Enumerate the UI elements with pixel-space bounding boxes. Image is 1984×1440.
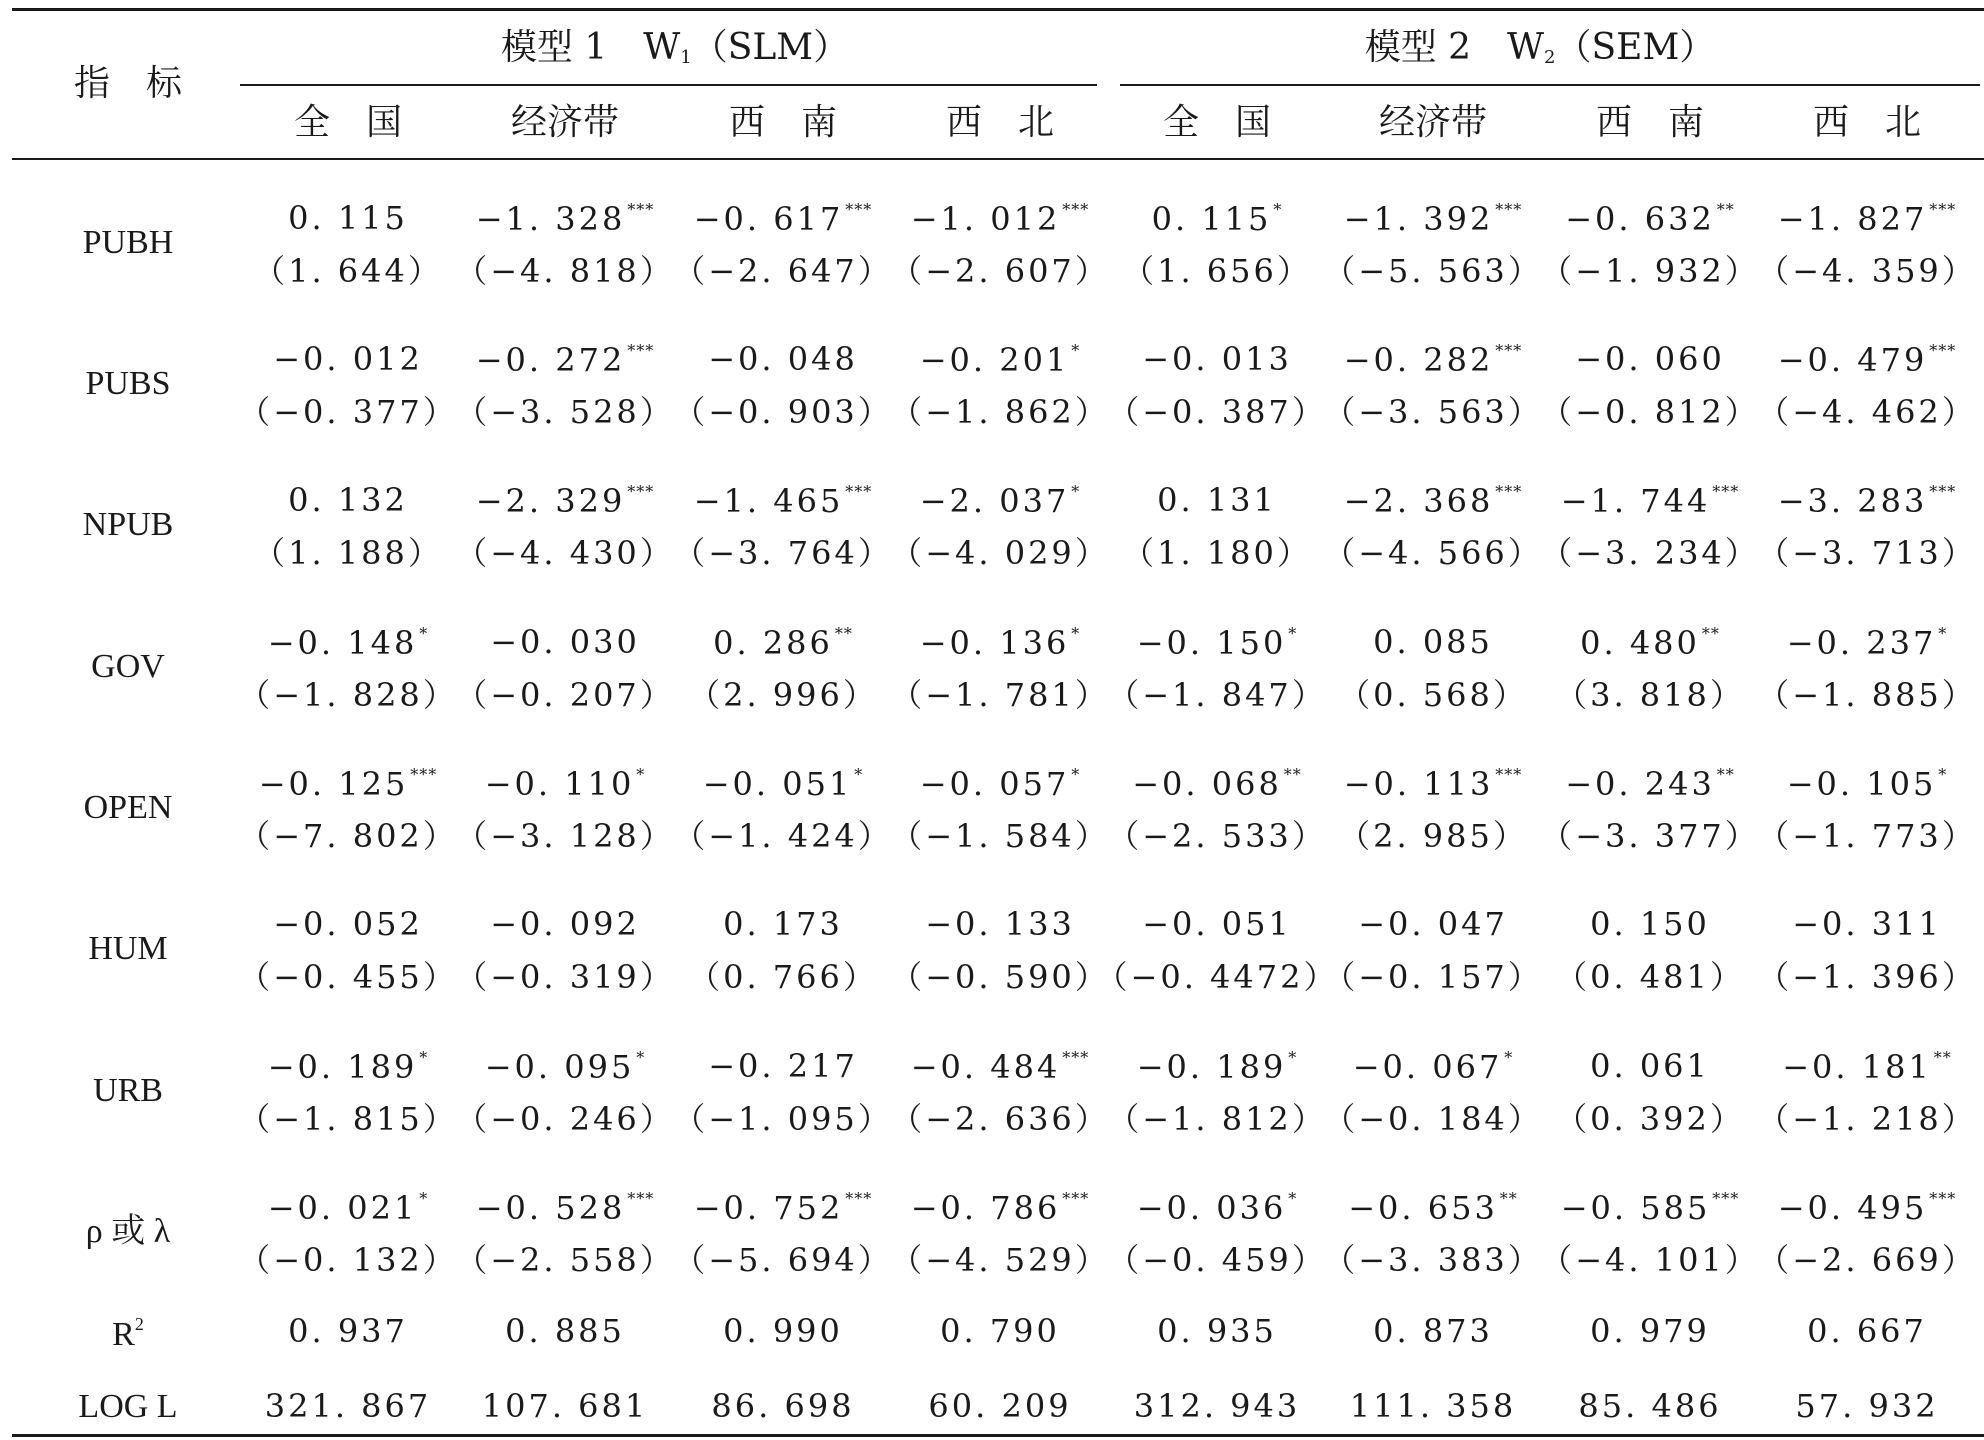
coefficient-cell: [708, 1047, 858, 1085]
coefficient-cell: [1560, 1189, 1740, 1227]
t-statistic-cell: （−1. 932）: [1540, 252, 1760, 290]
t-statistic-cell: （−0. 590）: [890, 958, 1110, 996]
coefficient-value: −0. 479: [1777, 341, 1928, 379]
t-statistic-cell: （−1. 218）: [1757, 1100, 1977, 1138]
significance-stars: **: [1716, 765, 1735, 784]
coefficient-cell: [925, 905, 1075, 943]
t-statistic-cell: （−0. 207）: [455, 676, 675, 714]
t-statistic-cell: （1. 644）: [253, 252, 443, 290]
coefficient-cell: [1136, 1048, 1298, 1086]
coefficient-value: −0. 057: [919, 765, 1070, 803]
t-statistic-cell: （−1. 828）: [238, 676, 458, 714]
t-statistic-cell: （−7. 802）: [238, 817, 458, 855]
row-label: PUBH: [82, 224, 174, 261]
significance-stars: *: [1071, 765, 1081, 784]
column-header: 西 南: [728, 102, 838, 143]
significance-stars: ***: [1929, 1189, 1957, 1208]
significance-stars: *: [419, 1189, 429, 1208]
coefficient-cell: [1777, 1189, 1957, 1227]
group-header-model2: [1364, 27, 1716, 68]
significance-stars: *: [1938, 624, 1948, 643]
coefficient-value: −0. 013: [1142, 340, 1292, 378]
significance-stars: *: [419, 624, 429, 643]
coefficient-cell: [708, 340, 858, 378]
coefficient-value: −0. 125: [258, 765, 409, 803]
t-statistic-cell: （−5. 694）: [673, 1241, 893, 1279]
coefficient-value: −0. 068: [1132, 765, 1282, 803]
t-statistic-cell: （−0. 387）: [1107, 393, 1327, 431]
t-statistic-cell: （−4. 818）: [455, 252, 675, 290]
t-statistic-cell: （−1. 885）: [1757, 676, 1977, 714]
coefficient-cell: [1580, 624, 1720, 662]
coefficient-value: 0. 132: [288, 481, 408, 519]
coefficient-value: −0. 653: [1348, 1189, 1498, 1227]
coefficient-value: −0. 237: [1786, 624, 1937, 662]
group-suffix: （SEM）: [1555, 27, 1716, 68]
t-statistic-cell: （−0. 812）: [1540, 393, 1760, 431]
t-statistic-cell: （2. 985）: [1338, 817, 1528, 855]
significance-stars: ***: [1712, 482, 1740, 501]
coefficient-value: −0. 110: [484, 765, 635, 803]
t-statistic-cell: （−3. 713）: [1757, 534, 1977, 572]
t-statistic-cell: （−4. 359）: [1757, 252, 1977, 290]
coefficient-cell: [267, 624, 429, 662]
coefficient-cell: [273, 340, 423, 378]
t-statistic-cell: （−2. 647）: [673, 252, 893, 290]
header-rule: [12, 158, 1984, 160]
coefficient-cell: [1136, 1189, 1298, 1227]
column-header: 西 南: [1595, 102, 1705, 143]
t-statistic-cell: （0. 568）: [1338, 676, 1528, 714]
coefficient-value: −0. 495: [1777, 1189, 1928, 1227]
t-statistic-cell: （−0. 4472）: [1095, 958, 1339, 996]
coefficient-value: −0. 113: [1343, 765, 1494, 803]
significance-stars: *: [1504, 1048, 1514, 1067]
logl-value: 111. 358: [1349, 1387, 1517, 1425]
coefficient-cell: [919, 624, 1081, 662]
coefficient-cell: [267, 1189, 429, 1227]
coefficient-cell: [910, 200, 1090, 238]
t-statistic-cell: （−2. 558）: [455, 1241, 675, 1279]
t-statistic-cell: （0. 481）: [1555, 958, 1745, 996]
coefficient-value: −0. 047: [1358, 905, 1508, 943]
t-statistic-cell: （−3. 377）: [1540, 817, 1760, 855]
significance-stars: **: [1933, 1048, 1952, 1067]
t-statistic-cell: （−3. 383）: [1323, 1241, 1543, 1279]
coefficient-cell: [1157, 481, 1277, 519]
coefficient-value: −0. 282: [1343, 341, 1494, 379]
t-statistic-cell: （−0. 903）: [673, 393, 893, 431]
coefficient-value: 0. 115: [288, 199, 408, 237]
coefficient-cell: [1777, 482, 1957, 520]
significance-stars: **: [1716, 200, 1735, 219]
significance-stars: ***: [1495, 482, 1523, 501]
coefficient-cell: [1373, 623, 1493, 661]
significance-stars: *: [1938, 765, 1948, 784]
coefficient-value: 0. 173: [723, 905, 843, 943]
column-header: 经济带: [1378, 102, 1488, 143]
coefficient-value: −0. 021: [267, 1189, 418, 1227]
coefficient-value: −0. 067: [1352, 1048, 1503, 1086]
coefficient-value: −0. 189: [267, 1048, 418, 1086]
coefficient-cell: [475, 1189, 655, 1227]
r2-value: 0. 937: [288, 1312, 408, 1350]
coefficient-cell: [693, 482, 873, 520]
column-header: 西 北: [945, 102, 1055, 143]
row-label: HUM: [88, 930, 168, 967]
logl-value: 86. 698: [711, 1387, 855, 1425]
coefficient-value: 0. 115: [1151, 200, 1272, 238]
t-statistic-cell: （−2. 607）: [890, 252, 1110, 290]
significance-stars: ***: [1495, 341, 1523, 360]
t-statistic-cell: （−1. 584）: [890, 817, 1110, 855]
t-statistic-cell: （−2. 636）: [890, 1100, 1110, 1138]
coefficient-cell: [723, 905, 843, 943]
coefficient-cell: [1786, 765, 1948, 803]
coefficient-cell: [475, 482, 655, 520]
significance-stars: ***: [627, 200, 655, 219]
coefficient-value: −0. 752: [693, 1189, 844, 1227]
coefficient-value: 0. 480: [1580, 624, 1700, 662]
coefficient-value: −0. 048: [708, 340, 858, 378]
significance-stars: ***: [1929, 200, 1957, 219]
significance-stars: *: [1273, 200, 1283, 219]
significance-stars: *: [1071, 341, 1081, 360]
coefficient-value: −0. 243: [1565, 765, 1715, 803]
t-statistic-cell: （−0. 246）: [455, 1100, 675, 1138]
coefficient-cell: [475, 200, 655, 238]
coefficient-value: 0. 085: [1373, 623, 1493, 661]
coefficient-value: 0. 061: [1590, 1047, 1710, 1085]
column-header: 经济带: [510, 102, 620, 143]
significance-stars: *: [419, 1048, 429, 1067]
significance-stars: ***: [845, 482, 873, 501]
coefficient-cell: [919, 482, 1081, 520]
t-statistic-cell: （−3. 764）: [673, 534, 893, 572]
t-statistic-cell: （1. 188）: [253, 534, 443, 572]
coefficient-cell: [267, 1048, 429, 1086]
r2-value: 0. 873: [1373, 1312, 1493, 1350]
coefficient-cell: [919, 765, 1081, 803]
t-statistic-cell: （−0. 319）: [455, 958, 675, 996]
r2-superscript: 2: [134, 1314, 144, 1334]
coefficient-value: −0. 133: [925, 905, 1075, 943]
coefficient-value: −0. 030: [490, 623, 640, 661]
logl-value: 57. 932: [1795, 1387, 1939, 1425]
top-rule: [12, 8, 1984, 11]
coefficient-value: −0. 105: [1786, 765, 1937, 803]
coefficient-value: −0. 092: [490, 905, 640, 943]
coefficient-value: −2. 368: [1343, 482, 1494, 520]
significance-stars: *: [636, 765, 646, 784]
significance-stars: *: [636, 1048, 646, 1067]
coefficient-value: −1. 744: [1560, 482, 1711, 520]
t-statistic-cell: （−4. 529）: [890, 1241, 1110, 1279]
coefficient-value: −3. 283: [1777, 482, 1928, 520]
significance-stars: ***: [845, 200, 873, 219]
t-statistic-cell: （3. 818）: [1555, 676, 1745, 714]
t-statistic-cell: （−2. 669）: [1757, 1241, 1977, 1279]
coefficient-value: −0. 201: [919, 341, 1070, 379]
coefficient-cell: [1136, 624, 1298, 662]
t-statistic-cell: （0. 766）: [688, 958, 878, 996]
significance-stars: *: [1288, 1048, 1298, 1067]
coefficient-value: −0. 148: [267, 624, 418, 662]
t-statistic-cell: （−3. 528）: [455, 393, 675, 431]
coefficient-cell: [919, 341, 1081, 379]
coefficient-cell: [693, 200, 873, 238]
significance-stars: **: [1701, 624, 1720, 643]
coefficient-value: −2. 329: [475, 482, 626, 520]
coefficient-cell: [490, 905, 640, 943]
coefficient-cell: [702, 765, 864, 803]
coefficient-value: −0. 189: [1136, 1048, 1287, 1086]
coefficient-value: −0. 150: [1136, 624, 1287, 662]
significance-stars: ***: [1062, 200, 1090, 219]
coefficient-cell: [1792, 905, 1942, 943]
t-statistic-cell: （2. 996）: [688, 676, 878, 714]
coefficient-cell: [693, 1189, 873, 1227]
t-statistic-cell: （0. 392）: [1555, 1100, 1745, 1138]
coefficient-value: −1. 827: [1777, 200, 1928, 238]
coefficient-cell: [484, 1048, 646, 1086]
t-statistic-cell: （−1. 396）: [1757, 958, 1977, 996]
row-label: PUBS: [85, 365, 171, 402]
coefficient-cell: [1343, 341, 1523, 379]
t-statistic-cell: （−1. 847）: [1107, 676, 1327, 714]
logl-value: 312. 943: [1133, 1387, 1301, 1425]
t-statistic-cell: （−5. 563）: [1323, 252, 1543, 290]
coefficient-value: 0. 150: [1590, 905, 1710, 943]
coefficient-value: −1. 392: [1343, 200, 1494, 238]
row-label: GOV: [91, 648, 165, 685]
coefficient-value: −0. 136: [919, 624, 1070, 662]
significance-stars: **: [834, 624, 853, 643]
coefficient-cell: [1343, 200, 1523, 238]
r2-value: 0. 990: [723, 1312, 843, 1350]
row-label: URB: [93, 1072, 163, 1109]
coefficient-value: −0. 311: [1792, 905, 1942, 943]
coefficient-value: −0. 528: [475, 1189, 626, 1227]
coefficient-cell: [484, 765, 646, 803]
row-label: OPEN: [83, 789, 173, 826]
significance-stars: *: [1288, 624, 1298, 643]
coefficient-value: −0. 217: [708, 1047, 858, 1085]
t-statistic-cell: （−4. 430）: [455, 534, 675, 572]
coefficient-cell: [910, 1189, 1090, 1227]
coefficient-cell: [1348, 1189, 1518, 1227]
significance-stars: ***: [1929, 482, 1957, 501]
coefficient-cell: [273, 905, 423, 943]
t-statistic-cell: （−4. 566）: [1323, 534, 1543, 572]
coefficient-value: 0. 286: [713, 624, 833, 662]
significance-stars: ***: [1495, 200, 1523, 219]
significance-stars: ***: [1495, 765, 1523, 784]
r2-label-text: R: [112, 1316, 135, 1353]
significance-stars: ***: [1062, 1048, 1090, 1067]
significance-stars: ***: [1929, 341, 1957, 360]
logl-value: 60. 209: [928, 1387, 1072, 1425]
t-statistic-cell: （−4. 101）: [1540, 1241, 1760, 1279]
coefficient-cell: [1575, 340, 1725, 378]
r2-value: 0. 885: [505, 1312, 625, 1350]
significance-stars: ***: [845, 1189, 873, 1208]
t-statistic-cell: （−4. 029）: [890, 534, 1110, 572]
coefficient-value: −0. 786: [910, 1189, 1061, 1227]
coefficient-cell: [1142, 340, 1292, 378]
column-header: 全 国: [293, 102, 403, 143]
t-statistic-cell: （−0. 455）: [238, 958, 458, 996]
coefficient-cell: [490, 623, 640, 661]
coefficient-cell: [1590, 905, 1710, 943]
significance-stars: *: [1071, 482, 1081, 501]
coefficient-value: −1. 012: [910, 200, 1061, 238]
significance-stars: *: [1071, 624, 1081, 643]
coefficient-value: −0. 617: [693, 200, 844, 238]
coefficient-cell: [1786, 624, 1948, 662]
coefficient-value: −0. 484: [910, 1048, 1061, 1086]
logl-label: LOG L: [78, 1388, 178, 1425]
coefficient-cell: [288, 481, 408, 519]
t-statistic-cell: （−0. 377）: [238, 393, 458, 431]
coefficient-cell: [288, 199, 408, 237]
r2-value: 0. 979: [1590, 1312, 1710, 1350]
t-statistic-cell: （−3. 563）: [1323, 393, 1543, 431]
significance-stars: **: [1283, 765, 1302, 784]
t-statistic-cell: （−4. 462）: [1757, 393, 1977, 431]
coefficient-cell: [1565, 765, 1735, 803]
coefficient-value: −1. 465: [693, 482, 844, 520]
column-header: 全 国: [1162, 102, 1272, 143]
coefficient-cell: [1560, 482, 1740, 520]
group-rule-model2: [1120, 84, 1980, 86]
coefficient-value: −0. 012: [273, 340, 423, 378]
t-statistic-cell: （−0. 157）: [1323, 958, 1543, 996]
coefficient-cell: [1343, 482, 1523, 520]
t-statistic-cell: （−1. 812）: [1107, 1100, 1327, 1138]
coefficient-value: −2. 037: [919, 482, 1070, 520]
r2-label: [112, 1315, 144, 1352]
coefficient-cell: [1777, 200, 1957, 238]
group-rule-model1: [240, 84, 1097, 86]
significance-stars: *: [1288, 1189, 1298, 1208]
coefficient-cell: [1352, 1048, 1514, 1086]
t-statistic-cell: （−1. 815）: [238, 1100, 458, 1138]
coefficient-value: −1. 328: [475, 200, 626, 238]
significance-stars: ***: [627, 1189, 655, 1208]
group-prefix: 模型 1 W: [500, 27, 681, 68]
coefficient-value: −0. 272: [475, 341, 626, 379]
coefficient-value: −0. 585: [1560, 1189, 1711, 1227]
coefficient-value: −0. 181: [1782, 1048, 1932, 1086]
coefficient-value: −0. 095: [484, 1048, 635, 1086]
t-statistic-cell: （−1. 781）: [890, 676, 1110, 714]
coefficient-cell: [1151, 200, 1283, 238]
significance-stars: *: [854, 765, 864, 784]
t-statistic-cell: （−1. 424）: [673, 817, 893, 855]
row-label: ρ 或 λ: [85, 1213, 171, 1250]
t-statistic-cell: （−1. 773）: [1757, 817, 1977, 855]
coefficient-cell: [1142, 905, 1292, 943]
t-statistic-cell: （−3. 128）: [455, 817, 675, 855]
coefficient-cell: [1358, 905, 1508, 943]
t-statistic-cell: （1. 180）: [1122, 534, 1312, 572]
coefficient-cell: [713, 624, 853, 662]
r2-value: 0. 667: [1807, 1312, 1927, 1350]
t-statistic-cell: （−0. 184）: [1323, 1100, 1543, 1138]
t-statistic-cell: （−0. 132）: [238, 1241, 458, 1279]
row-label: NPUB: [82, 506, 174, 543]
significance-stars: ***: [410, 765, 438, 784]
coefficient-cell: [1343, 765, 1523, 803]
coefficient-value: −0. 051: [1142, 905, 1292, 943]
significance-stars: ***: [627, 482, 655, 501]
coefficient-value: −0. 051: [702, 765, 853, 803]
group-subscript: 2: [1544, 47, 1556, 68]
t-statistic-cell: （−2. 533）: [1107, 817, 1327, 855]
significance-stars: ***: [627, 341, 655, 360]
significance-stars: ***: [1712, 1189, 1740, 1208]
r2-value: 0. 935: [1157, 1312, 1277, 1350]
t-statistic-cell: （−0. 459）: [1107, 1241, 1327, 1279]
group-header-model1: [500, 27, 850, 68]
coefficient-cell: [1565, 200, 1735, 238]
coefficient-cell: [1782, 1048, 1952, 1086]
coefficient-value: −0. 036: [1136, 1189, 1287, 1227]
indicator-header: 指 标: [73, 63, 183, 104]
coefficient-value: 0. 131: [1157, 481, 1277, 519]
coefficient-value: −0. 052: [273, 905, 423, 943]
t-statistic-cell: （−1. 862）: [890, 393, 1110, 431]
coefficient-cell: [258, 765, 438, 803]
t-statistic-cell: （−3. 234）: [1540, 534, 1760, 572]
coefficient-cell: [910, 1048, 1090, 1086]
t-statistic-cell: （1. 656）: [1122, 252, 1312, 290]
significance-stars: **: [1499, 1189, 1518, 1208]
coefficient-value: −0. 632: [1565, 200, 1715, 238]
coefficient-cell: [1777, 341, 1957, 379]
coefficient-value: −0. 060: [1575, 340, 1725, 378]
group-suffix: （SLM）: [691, 27, 850, 68]
group-subscript: 1: [680, 47, 692, 68]
coefficient-cell: [1132, 765, 1302, 803]
t-statistic-cell: （−1. 095）: [673, 1100, 893, 1138]
coefficient-cell: [1590, 1047, 1710, 1085]
logl-value: 107. 681: [481, 1387, 649, 1425]
coefficient-cell: [475, 341, 655, 379]
significance-stars: ***: [1062, 1189, 1090, 1208]
group-prefix: 模型 2 W: [1364, 27, 1545, 68]
r2-value: 0. 790: [940, 1312, 1060, 1350]
column-header: 西 北: [1812, 102, 1922, 143]
bottom-rule: [12, 1434, 1984, 1437]
logl-value: 321. 867: [264, 1387, 432, 1425]
logl-value: 85. 486: [1578, 1387, 1722, 1425]
